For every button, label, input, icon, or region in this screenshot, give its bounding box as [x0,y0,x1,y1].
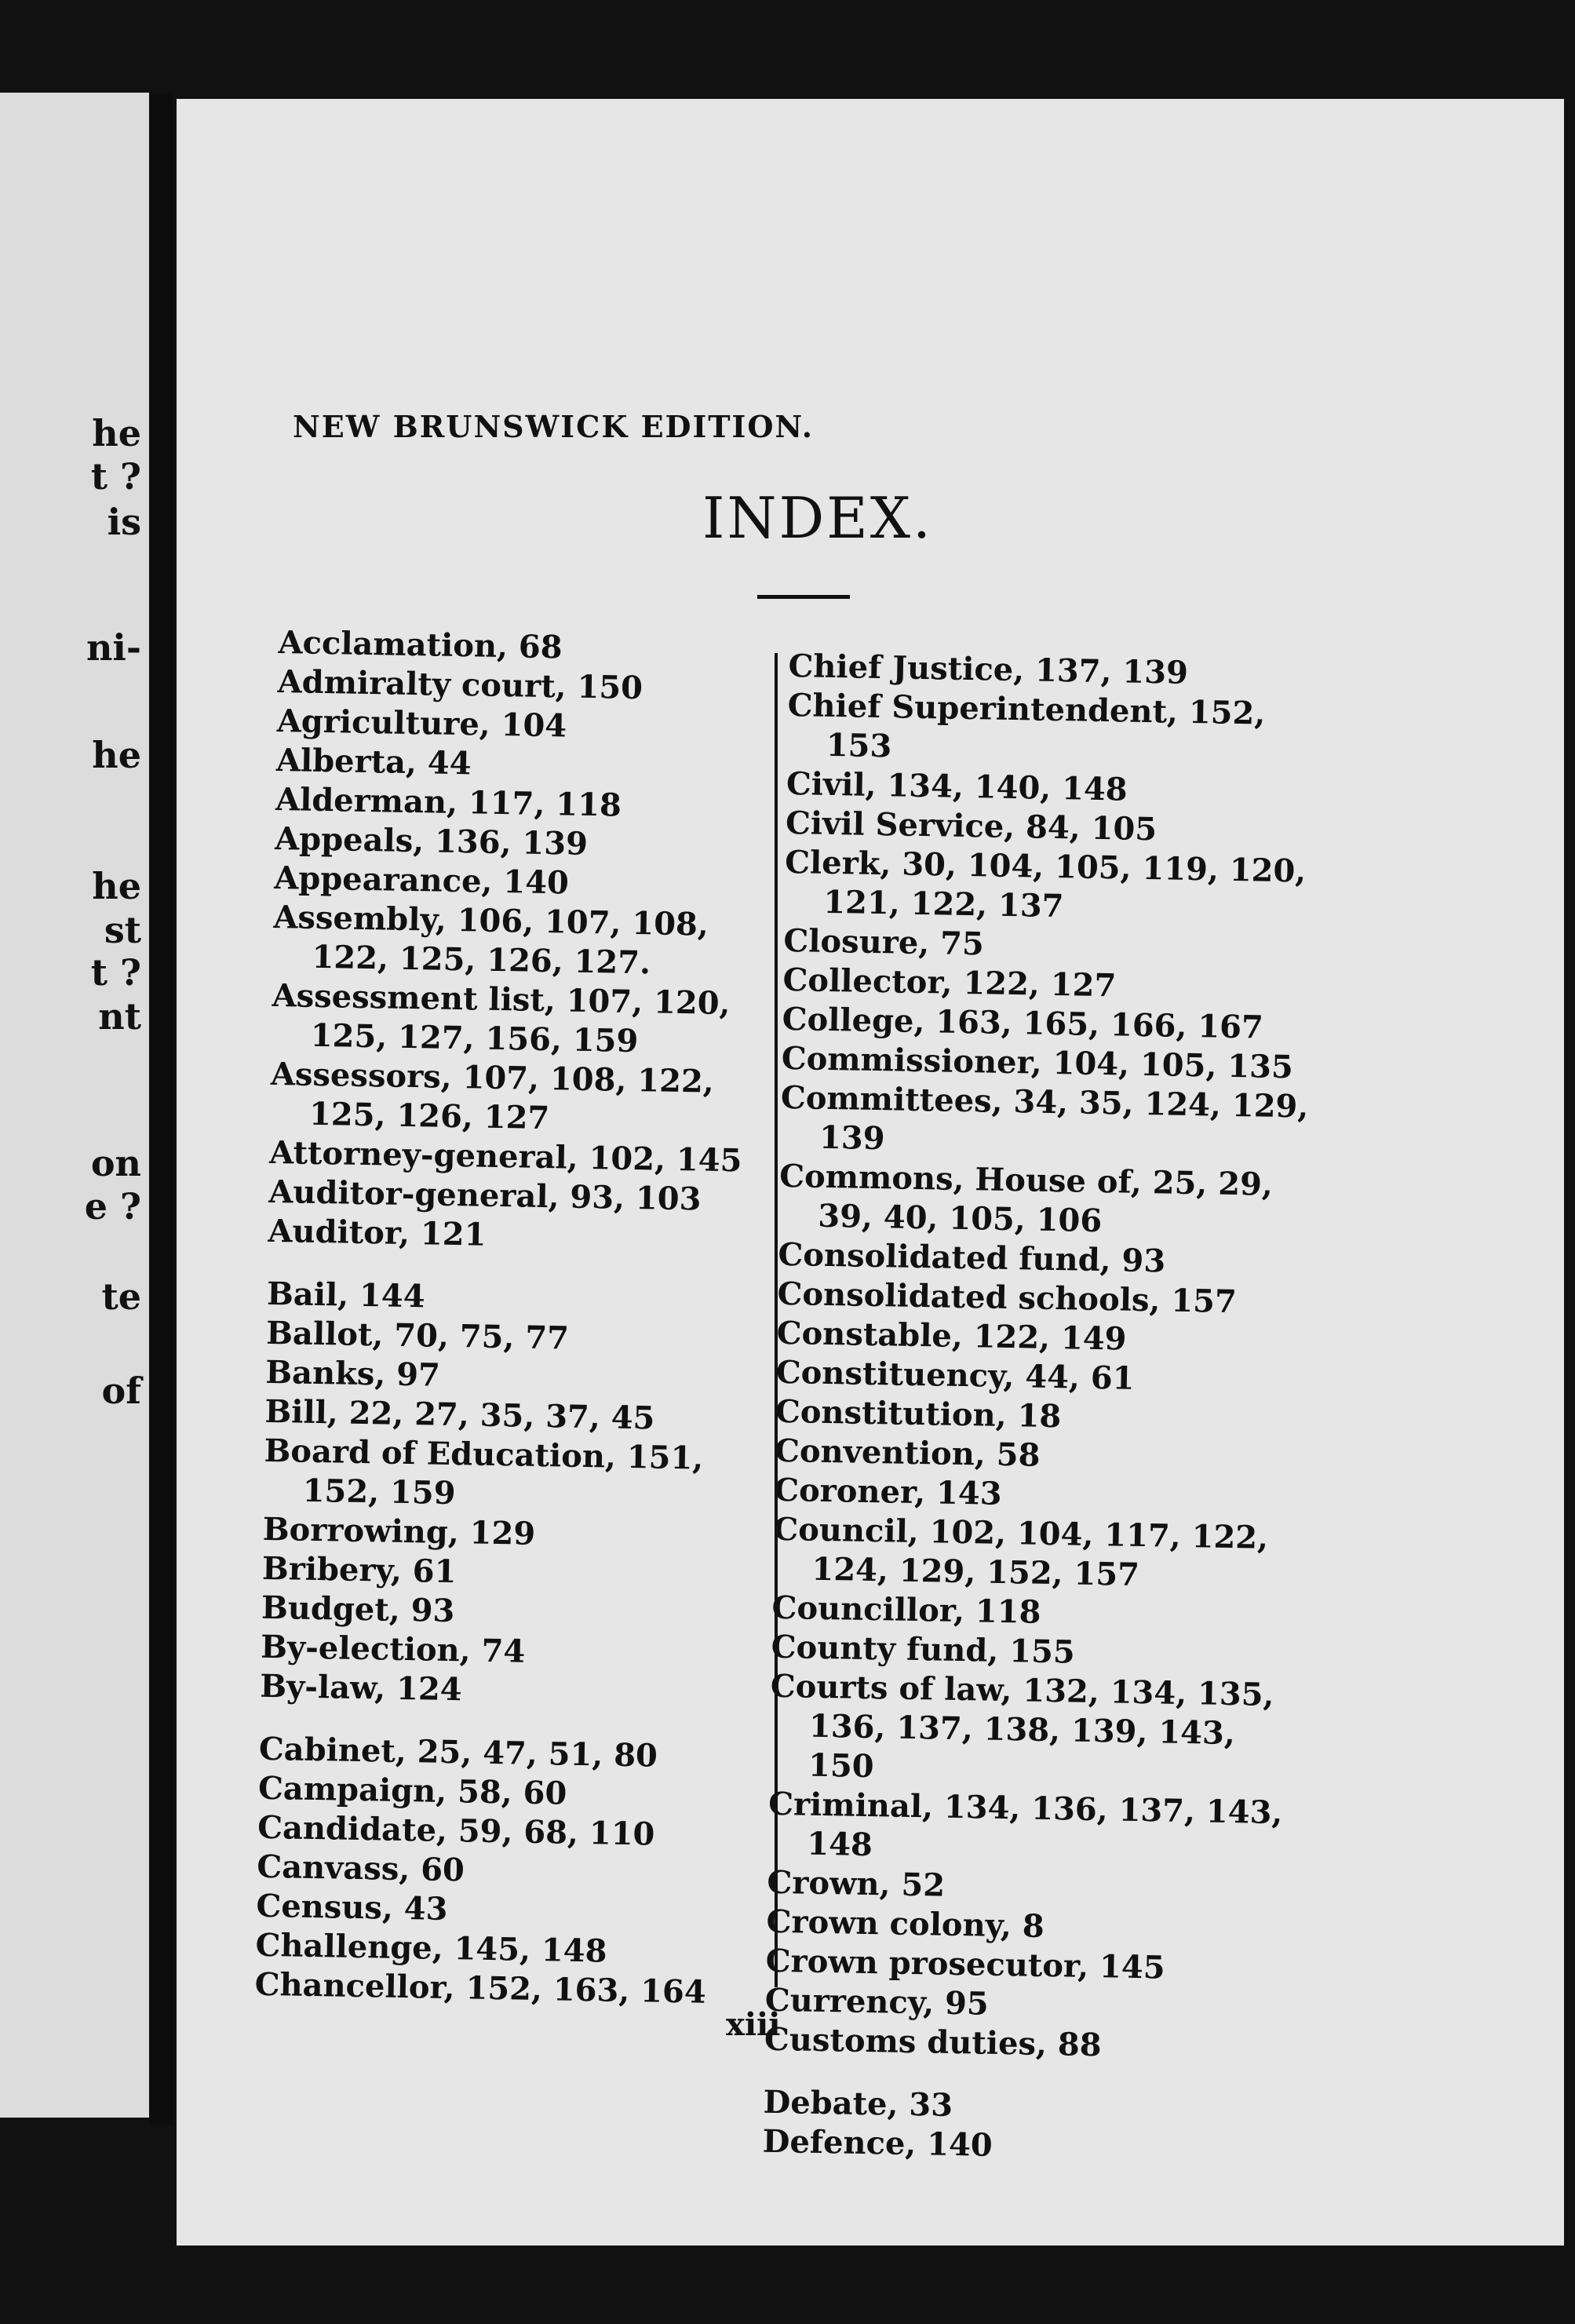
book-binding [149,93,173,2125]
index-column-left [254,623,797,2013]
facing-page-text: of [101,1370,141,1412]
index-entry: Council, 102, 104, 117, 122, 124, 129, 152, 157 [772,1510,1269,1593]
index-entry: Appeals, 136, 139 [274,819,589,863]
index-entry: Candidate, 59, 68, 110 [257,1808,655,1853]
index-entry: Attorney-general, 102, 145 [268,1133,742,1180]
facing-page-text: on [90,1142,141,1184]
index-entry: Closure, 75 [783,921,985,963]
index-entry: Chief Justice, 137, 139 [788,647,1189,691]
index-entry: Ballot, 70, 75, 77 [265,1314,570,1357]
index-entry: Board of Education, 151, 152, 159 [264,1432,704,1512]
index-entry: Assembly, 106, 107, 108, 122, 125, 126, 127. [273,898,709,982]
index-entry: Alderman, 117, 118 [275,780,622,824]
index-entry: Chief Superintendent, 152, 153 [787,686,1266,765]
index-entry: Census, 43 [256,1887,448,1928]
facing-page-text: t ? [90,455,141,498]
index-entry: Constituency, 44, 61 [775,1353,1135,1397]
title-rule [757,595,850,599]
index-entry: Canvass, 60 [256,1848,465,1889]
index-entry: By-law, 124 [259,1667,463,1709]
facing-page-text: he [92,412,141,454]
facing-page-text: he [92,865,141,907]
facing-page-text: e ? [84,1185,141,1228]
index-entry: Consolidated schools, 157 [777,1275,1238,1321]
index-entry: Councillor, 118 [771,1589,1041,1631]
index-entry: Alberta, 44 [275,741,472,783]
facing-page-text: he [92,734,141,776]
facing-page-text: ni- [86,626,141,669]
index-entry: Appearance, 140 [273,859,570,902]
index-entry: Commissioner, 104, 105, 135 [781,1039,1294,1086]
index-entry: Admiralty court, 150 [277,662,643,707]
index-entry: Convention, 58 [774,1432,1041,1474]
index-entry: Civil, 134, 140, 148 [786,764,1128,808]
index-entry: Crown colony, 8 [766,1903,1045,1945]
index-entry: Crown, 52 [767,1863,946,1904]
index-entry: Civil Service, 84, 105 [785,804,1158,848]
index-entry: Budget, 93 [261,1589,455,1630]
index-entry: Constitution, 18 [775,1392,1062,1436]
index-entry: Customs duties, 88 [764,2020,1102,2064]
index-entry: Bill, 22, 27, 35, 37, 45 [264,1392,655,1437]
index-entry: Courts of law, 132, 134, 135, 136, 137, 138, 139, 143, 150 [770,1667,1274,1786]
index-entry: Debate, 33 [763,2083,953,2124]
page-title: INDEX. [702,485,933,551]
index-entry: Bribery, 61 [261,1549,457,1591]
facing-page-text: te [101,1275,141,1318]
index-entry: Campaign, 58, 60 [257,1769,567,1812]
index-entry: Constable, 122, 149 [776,1314,1127,1358]
index-entry: Defence, 140 [762,2122,993,2164]
index-entry: Auditor, 121 [268,1212,487,1253]
index-entry: Auditor-general, 93, 103 [268,1173,702,1218]
index-entry: Collector, 122, 127 [782,961,1117,1005]
facing-page-fragment [0,93,149,2118]
index-column-right [762,647,1322,2171]
facing-page-text: st [104,909,141,951]
index-entry: Bail, 144 [266,1275,425,1315]
index-entry: Assessment list, 107, 120, 125, 127, 156, 159 [272,976,731,1060]
page-number: xiii [726,2006,781,2043]
index-entry: Agriculture, 104 [276,702,567,745]
index-entry: Consolidated fund, 93 [778,1235,1166,1280]
index-entry: County fund, 155 [771,1628,1076,1671]
edition-header: NEW BRUNSWICK EDITION. [293,409,814,444]
index-entry: By-election, 74 [260,1628,526,1670]
index-entry: Coroner, 143 [773,1471,1002,1512]
index-entry: Cabinet, 25, 47, 51, 80 [258,1730,658,1775]
index-entry: Crown prosecutor, 145 [765,1942,1165,1987]
index-entry: Commons, House of, 25, 29, 39, 40, 105, 106 [778,1157,1274,1240]
index-entry: Criminal, 134, 136, 137, 143, 148 [767,1785,1283,1864]
facing-page-text: t ? [90,951,141,994]
index-entry: Currency, 95 [764,1981,990,2023]
index-entry: Clerk, 30, 104, 105, 119, 120, 121, 122, 137 [784,843,1307,925]
index-entry: College, 163, 165, 166, 167 [782,1000,1264,1046]
index-entry: Chancellor, 152, 163, 164 [254,1965,707,2011]
index-entry: Challenge, 145, 148 [255,1926,607,1970]
index-entry: Committees, 34, 35, 124, 129, 139 [780,1078,1309,1158]
index-entry: Acclamation, 68 [278,623,563,666]
index-entry: Banks, 97 [264,1353,441,1394]
index-entry: Borrowing, 129 [262,1510,536,1552]
index-entry: Assessors, 107, 108, 122, 125, 126, 127 [270,1055,715,1137]
index-page [177,99,1564,2246]
facing-page-text: is [107,501,141,543]
facing-page-text: nt [98,995,141,1038]
